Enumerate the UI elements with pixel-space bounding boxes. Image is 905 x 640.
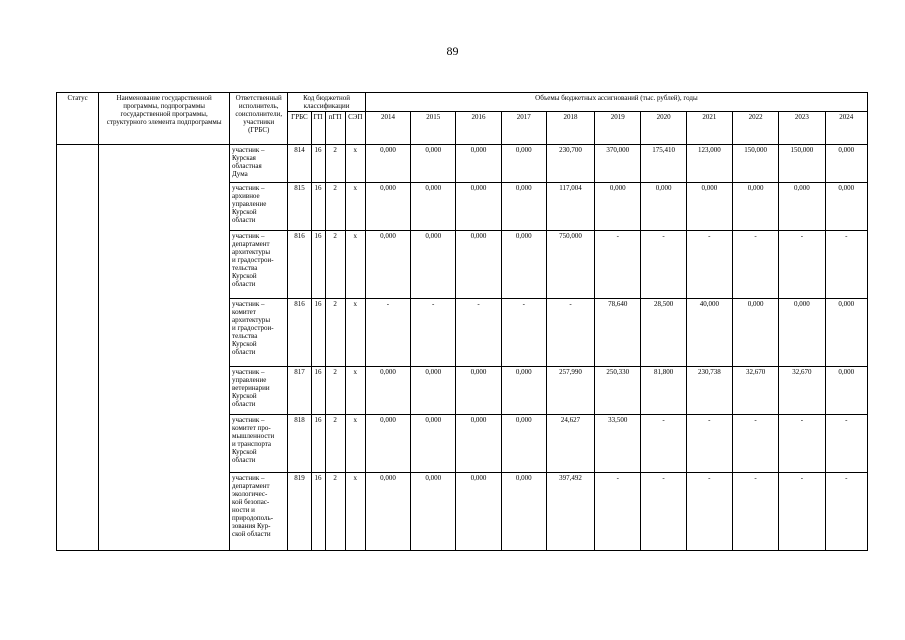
executor-cell: участник – управление ветеринарии Курской области (230, 367, 288, 415)
value-cell: 0,000 (456, 415, 501, 473)
value-cell: 0,000 (365, 415, 410, 473)
value-cell: 150,000 (732, 145, 778, 183)
value-cell: 0,000 (501, 183, 546, 231)
code-cell: x (345, 367, 365, 415)
value-cell: 33,500 (595, 415, 641, 473)
value-cell: 123,000 (686, 145, 732, 183)
value-cell: - (686, 415, 732, 473)
code-cell: 16 (311, 145, 325, 183)
value-cell: 0,000 (411, 473, 456, 551)
header-year: 2024 (825, 112, 868, 145)
page-number: 89 (446, 44, 459, 58)
value-cell: - (456, 299, 501, 367)
value-cell: 0,000 (411, 231, 456, 299)
code-cell: x (345, 299, 365, 367)
value-cell: 0,000 (825, 145, 868, 183)
value-cell: 0,000 (732, 183, 778, 231)
value-cell: - (595, 473, 641, 551)
value-cell: 0,000 (825, 367, 868, 415)
header-name: Наименование государственной программы, подпрограммы государственной программы, структурного элемента подпрограммы (99, 93, 230, 145)
value-cell: - (732, 231, 778, 299)
value-cell: 0,000 (456, 231, 501, 299)
executor-cell: участник – архивное управление Курской области (230, 183, 288, 231)
code-cell: 2 (325, 183, 345, 231)
value-cell: 370,000 (595, 145, 641, 183)
value-cell: 250,330 (595, 367, 641, 415)
value-cell: 397,492 (546, 473, 594, 551)
value-cell: 0,000 (456, 473, 501, 551)
value-cell: 0,000 (595, 183, 641, 231)
value-cell: 0,000 (365, 183, 410, 231)
value-cell: 230,738 (686, 367, 732, 415)
code-cell: 815 (288, 183, 311, 231)
value-cell: - (546, 299, 594, 367)
status-cell (57, 145, 99, 551)
executor-cell: участник – департамент архитектуры и градострои- тельства Курской области (230, 231, 288, 299)
executor-cell: участник – комитет про- мышленности и транспорта Курской области (230, 415, 288, 473)
header-code-col: пГП (325, 112, 345, 145)
value-cell: - (732, 415, 778, 473)
value-cell: 32,670 (779, 367, 825, 415)
header-code-col: СЭП (345, 112, 365, 145)
code-cell: 2 (325, 231, 345, 299)
value-cell: 0,000 (779, 183, 825, 231)
code-cell: x (345, 415, 365, 473)
code-cell: 814 (288, 145, 311, 183)
value-cell: 0,000 (411, 367, 456, 415)
value-cell: - (825, 231, 868, 299)
code-cell: 817 (288, 367, 311, 415)
value-cell: 0,000 (365, 473, 410, 551)
code-cell: x (345, 231, 365, 299)
value-cell: 0,000 (825, 299, 868, 367)
value-cell: 230,700 (546, 145, 594, 183)
header-year: 2015 (411, 112, 456, 145)
value-cell: 0,000 (411, 183, 456, 231)
header-year: 2019 (595, 112, 641, 145)
code-cell: 2 (325, 367, 345, 415)
header-year: 2018 (546, 112, 594, 145)
value-cell: 0,000 (456, 145, 501, 183)
code-cell: x (345, 183, 365, 231)
code-cell: 16 (311, 299, 325, 367)
value-cell: - (779, 473, 825, 551)
value-cell: 0,000 (732, 299, 778, 367)
value-cell: - (686, 231, 732, 299)
code-cell: 818 (288, 415, 311, 473)
header-volumes: Объемы бюджетных ассигнований (тыс. рублей), годы (365, 93, 867, 112)
value-cell: 28,500 (641, 299, 686, 367)
value-cell: 257,990 (546, 367, 594, 415)
code-cell: 2 (325, 145, 345, 183)
budget-table (56, 92, 868, 551)
code-cell: 2 (325, 415, 345, 473)
value-cell: - (641, 473, 686, 551)
value-cell: - (779, 415, 825, 473)
program-name-cell (99, 145, 230, 551)
value-cell: 0,000 (411, 415, 456, 473)
value-cell: 0,000 (501, 145, 546, 183)
value-cell: - (501, 299, 546, 367)
value-cell: 0,000 (365, 367, 410, 415)
value-cell: 117,004 (546, 183, 594, 231)
value-cell: 0,000 (686, 183, 732, 231)
table-body (57, 145, 868, 551)
value-cell: 0,000 (779, 299, 825, 367)
code-cell: 816 (288, 299, 311, 367)
executor-cell: участник – Курская областная Дума (230, 145, 288, 183)
code-cell: 2 (325, 299, 345, 367)
value-cell: - (641, 415, 686, 473)
value-cell: 40,000 (686, 299, 732, 367)
value-cell: 150,000 (779, 145, 825, 183)
code-cell: 16 (311, 367, 325, 415)
header-year: 2016 (456, 112, 501, 145)
value-cell: 750,000 (546, 231, 594, 299)
header-year: 2014 (365, 112, 410, 145)
value-cell: - (825, 415, 868, 473)
value-cell: 0,000 (641, 183, 686, 231)
value-cell: 0,000 (501, 367, 546, 415)
value-cell: 0,000 (456, 183, 501, 231)
value-cell: - (825, 473, 868, 551)
header-year: 2021 (686, 112, 732, 145)
table-row (57, 145, 868, 183)
code-cell: 819 (288, 473, 311, 551)
value-cell: 32,670 (732, 367, 778, 415)
value-cell: 0,000 (411, 145, 456, 183)
header-year: 2017 (501, 112, 546, 145)
value-cell: 0,000 (456, 367, 501, 415)
header-year: 2020 (641, 112, 686, 145)
header-year: 2023 (779, 112, 825, 145)
header-code-col: ГРБС (288, 112, 311, 145)
code-cell: 816 (288, 231, 311, 299)
header-executor: Ответственный исполнитель, соисполнители, участники (ГРБС) (230, 93, 288, 145)
code-cell: 16 (311, 183, 325, 231)
table-header (57, 93, 868, 145)
value-cell: 0,000 (825, 183, 868, 231)
code-cell: 16 (311, 473, 325, 551)
value-cell: - (779, 231, 825, 299)
value-cell: - (732, 473, 778, 551)
value-cell: - (411, 299, 456, 367)
code-cell: x (345, 473, 365, 551)
value-cell: 0,000 (501, 231, 546, 299)
executor-cell: участник – комитет архитектуры и градострои- тельства Курской области (230, 299, 288, 367)
code-cell: 2 (325, 473, 345, 551)
value-cell: 0,000 (365, 145, 410, 183)
value-cell: - (595, 231, 641, 299)
header-status: Статус (57, 93, 99, 145)
value-cell: 175,410 (641, 145, 686, 183)
value-cell: - (686, 473, 732, 551)
header-code-col: ГП (311, 112, 325, 145)
value-cell: - (641, 231, 686, 299)
code-cell: 16 (311, 415, 325, 473)
header-budget-code: Код бюджетной классификации (288, 93, 365, 112)
value-cell: 0,000 (365, 231, 410, 299)
code-cell: x (345, 145, 365, 183)
value-cell: 0,000 (501, 415, 546, 473)
value-cell: 24,627 (546, 415, 594, 473)
value-cell: 0,000 (501, 473, 546, 551)
value-cell: 81,800 (641, 367, 686, 415)
executor-cell: участник – департамент экологичес- кой безопас- ности и природополь- зования Кур- ской области (230, 473, 288, 551)
value-cell: 78,640 (595, 299, 641, 367)
value-cell: - (365, 299, 410, 367)
code-cell: 16 (311, 231, 325, 299)
header-year: 2022 (732, 112, 778, 145)
